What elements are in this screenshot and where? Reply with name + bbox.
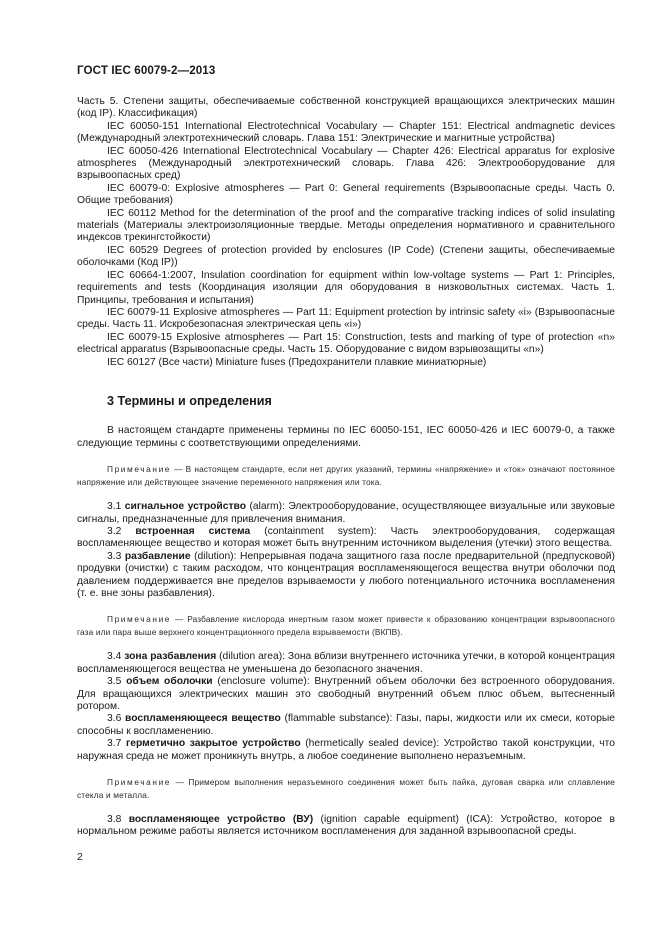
term-definition: (containment system): Часть электрооборудования, содержащая воспламеняющее вещество и которая может быть внутренним источником выделения (утечки) этого вещества.: [77, 525, 616, 550]
intro-paragraph: В настоящем стандарте применены термины по IEC 60050-151, IEC 60050-426 и IEC 60079-0, а также следующие термины с соответствующими определениями.: [77, 425, 615, 449]
term-number: 3.8: [107, 814, 122, 826]
reference-item: IEC 60112 Method for the determination of the proof and the comparative tracking indices of solid insulating materials (Материалы электроизоляционные твердые. Методы определения нормативного и сравнительного индексов трекингстойкости): [77, 207, 615, 244]
term-3-4: [77, 651, 615, 676]
term-definition: (alarm): Электрооборудование, осуществляющее визуальные или звуковые сигналы, предназначенные для привлечения внимания.: [77, 501, 615, 525]
term-number: 3.1: [107, 501, 122, 513]
reference-item: IEC 60664-1:2007, Insulation coordination for equipment within low-voltage systems — Part 1: Principles, requirements and tests (Координация изоляции для оборудования в низковольтных системах. Часть 1. Принципы, требования и испытания): [77, 269, 615, 306]
term-3-3: [77, 551, 615, 601]
term-number: 3.4: [107, 651, 122, 663]
note-text: — Примером выполнения неразъемного соединения может быть пайка, дуговая сварка или сплавление стекла и металла.: [77, 777, 615, 800]
term-name: воспламеняющееся вещество: [125, 713, 281, 725]
term-3-2: [77, 526, 615, 551]
reference-item: IEC 60079-11 Explosive atmospheres — Part 11: Equipment protection by intrinsic safety «i» (Взрывоопасные среды. Часть 11. Искробезопасная электрическая цепь «i»): [77, 306, 615, 331]
reference-item: IEC 60079-15 Explosive atmospheres — Part 15: Construction, tests and marking of type of protection «n» electrical apparatus (Взрывоопасные среды. Часть 15. Оборудование с видом взрывозащиты «n»): [77, 331, 615, 356]
reference-item: Часть 5. Степени защиты, обеспечиваемые собственной конструкцией вращающихся электрических машин (код IP). Классификация): [77, 96, 615, 120]
reference-item: IEC 60079-0: Explosive atmospheres — Part 0: General requirements (Взрывоопасные среды. Часть 0. Общие требования): [77, 182, 615, 207]
term-number: 3.3: [107, 550, 122, 562]
reference-item: IEC 60050-151 International Electrotechnical Vocabulary — Chapter 151: Electrical andmagnetic devices (Международный электротехнический словарь. Глава 151: Электрические и магнитные устройства): [77, 120, 615, 145]
term-name: сигнальное устройство: [124, 501, 247, 513]
page-number: 2: [77, 851, 83, 863]
page-header: ГОСТ IEC 60079-2—2013: [77, 64, 216, 77]
note-label: Примечание: [107, 464, 172, 475]
term-3-6: [77, 713, 615, 738]
section-heading: 3 Термины и определения: [107, 393, 272, 408]
term-name: зона разбавления: [124, 651, 217, 663]
term-definition: (hermetically sealed device): Устройство такой конструкции, что наружная среда не может проникнуть внутрь, а любое соединение выполнено неразъемным.: [77, 738, 615, 762]
term-number: 3.2: [107, 525, 122, 537]
term-number: 3.5: [107, 676, 122, 688]
term-3-8: [77, 814, 615, 839]
note-3: [77, 776, 615, 801]
term-definition: (dilution area): Зона вблизи внутреннего источника утечки, в которой концентрация воспламеняющегося вещества не уменьшена до безопасного значения.: [77, 651, 615, 675]
term-3-7: [77, 738, 615, 763]
term-definition: (enclosure volume): Внутренний объем оболочки без встроенного оборудования. Для вращающихся электрических машин это свободный внутренний объем плюс объем, вытесненный ротором.: [77, 676, 615, 713]
term-name: воспламеняющее устройство (ВУ): [128, 814, 314, 826]
note-label: Примечание: [107, 614, 172, 625]
note-text: — В настоящем стандарте, если нет других указаний, термины «напряжение» и «ток» означают постоянное напряжение или действующее значение переменного напряжения или тока.: [77, 464, 615, 487]
note-label: Примечание: [107, 777, 172, 788]
normative-references: [77, 96, 615, 369]
term-number: 3.7: [107, 738, 122, 750]
term-3-5: [77, 676, 615, 713]
note-text: — Разбавление кислорода инертным газом может привести к образованию концентрации взрывоопасного газа или пара выше верхнего концентрационного предела взрываемости (ВКПВ).: [77, 614, 615, 637]
note-2: [77, 613, 615, 638]
reference-item: IEC 60050-426 International Electrotechnical Vocabulary — Chapter 426: Electrical apparatus for explosive atmospheres (Международный электротехнический словарь. Глава 426: Электрооборудование для взрывоопасных сред): [77, 145, 615, 182]
term-name: герметично закрытое устройство: [125, 738, 301, 750]
term-3-1: [77, 501, 615, 526]
term-definition: (dilution): Непрерывная подача защитного газа после предварительной (предпусковой) продувки (очистки) с таким расходом, что концентрация воспламеняющегося вещества внутри оболочки под давлением поддерживается вне пределов взрываемости у любого потенциального источника воспламенения (т. е. вне зоны разбавления).: [77, 550, 615, 599]
document-body: [77, 96, 615, 839]
reference-item: IEC 60529 Degrees of protection provided by enclosures (IP Code) (Степени защиты, обеспечиваемые оболочками (Код IP)): [77, 244, 615, 269]
term-definition: (flammable substance): Газы, пары, жидкости или их смеси, которые способны к воспламенению.: [77, 713, 615, 737]
term-definition: (ignition capable equipment) (ICA): Устройство, которое в нормальном режиме работы является источником воспламенения для заданной взрывоопасной среды.: [77, 814, 615, 838]
term-number: 3.6: [107, 713, 122, 725]
reference-item: IEC 60127 (Все части) Miniature fuses (Предохранители плавкие миниатюрные): [107, 356, 487, 368]
note-1: [77, 463, 615, 488]
term-name: встроенная система: [135, 525, 251, 537]
term-name: разбавление: [124, 550, 191, 562]
term-name: объем оболочки: [126, 676, 213, 688]
